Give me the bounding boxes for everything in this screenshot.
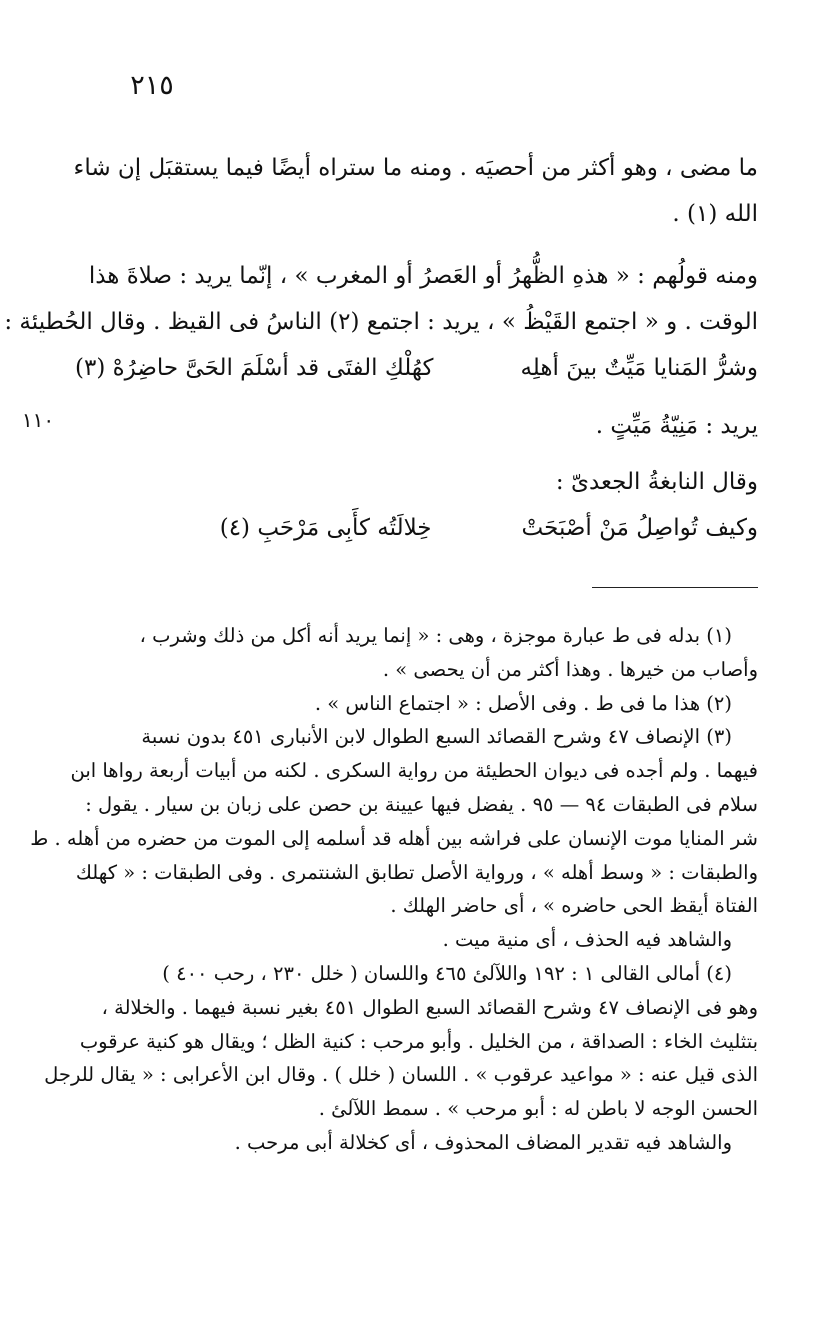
body-line: ما مضى ، وهو أكثر من أحصيَه . ومنه ما ستراه أيضًا فيما يستقبَل إن شاء <box>73 155 758 181</box>
verse-second-hemistich: كهُلْكِ الفتَى قد أسْلَمَ الحَىَّ حاضِرُهْ (٣) <box>75 355 434 381</box>
footnote-line: والشاهد فيه الحذف ، أى منية ميت . <box>442 928 732 952</box>
body-line: ومنه قولُهم : « هذهِ الظُّهرُ أو العَصرُ أو المغرب » ، إنّما يريد : صلاةَ هذا <box>88 263 758 289</box>
footnote-line: بتثليث الخاء : الصداقة ، من الخليل . وأبو مرحب : كنية الظل ؛ ويقال هو كنية عرقوب <box>79 1029 758 1053</box>
margin-page-reference: ١١٠ <box>21 408 55 432</box>
footnote-line: شر المنايا موت الإنسان على فراشه بين أهله قد أسلمه إلى الموت من حضره من أهله . ط <box>30 826 758 850</box>
verse-line-1 <box>75 345 758 391</box>
body-line: يريد : مَنِيّةُ مَيِّتٍ . <box>595 413 758 439</box>
body-line: وقال النابغةُ الجعدىّ : <box>555 469 758 495</box>
footnote-line: (٢) هذا ما فى ط . وفى الأصل : « اجتماع الناس » . <box>314 691 732 715</box>
footnote-line: والشاهد فيه تقدير المضاف المحذوف ، أى كخلالة أبى مرحب . <box>234 1130 732 1154</box>
footnote-line: وهو فى الإنصاف ٤٧ وشرح القصائد السبع الطوال ٤٥١ بغير نسبة فيهما . والخلالة ، <box>101 995 758 1019</box>
page-number: ٢١٥ <box>130 70 174 101</box>
footnote-line: (٤) أمالى القالى ١ : ١٩٢ واللآلئ ٤٦٥ واللسان ( خلل ٢٣٠ ، رحب ٤٠٠ ) <box>162 961 732 985</box>
footnote-line: الفتاة أيقظ الحى حاضره » ، أى حاضر الهلك . <box>390 894 758 918</box>
body-line: الوقت . و « اجتمع القَيْظُ » ، يريد : اجتمع (٢) الناسُ فى القيظ . وقال الحُطيئة : <box>4 309 758 335</box>
body-line: الله (١) . <box>672 201 758 227</box>
footnotes <box>30 619 758 1160</box>
footnote-line: والطبقات : « وسط أهله » ، ورواية الأصل تطابق الشنتمرى . وفى الطبقات : « كهلك <box>75 860 758 884</box>
verse-line-2 <box>75 505 758 551</box>
footnote-line: الحسن الوجه لا باطن له : أبو مرحب » . سمط اللآلئ . <box>318 1097 758 1121</box>
footnote-line: فيهما . ولم أجده فى ديوان الحطيئة من رواية السكرى . لكنه من أبيات أربعة رواها ابن <box>70 759 758 783</box>
footnote-line: وأصاب من خيرها . وهذا أكثر من أن يحصى » . <box>382 657 758 681</box>
verse-first-hemistich: وشرُّ المَنايا مَيِّتٌ بينَ أهلِه <box>520 355 758 381</box>
footnote-line: (٣) الإنصاف ٤٧ وشرح القصائد السبع الطوال لابن الأنبارى ٤٥١ بدون نسبة <box>141 725 732 749</box>
verse-first-hemistich: وكيف تُواصِلُ مَنْ أصْبَحَتْ <box>521 515 758 541</box>
verse-second-hemistich: خِلالَتُه كأَبِى مَرْحَبِ (٤) <box>219 515 432 541</box>
footnote-separator <box>592 587 758 588</box>
footnote-line: (١) بدله فى ط عبارة موجزة ، وهى : « إنما يريد أنه أكل من ذلك وشرب ، <box>139 624 732 647</box>
footnote-line: سلام فى الطبقات ٩٤ — ٩٥ . يفضل فيها عيينة بن حصن على زبان بن سيار . يقول : <box>85 792 758 816</box>
footnote-line: الذى قيل عنه : « مواعيد عرقوب » . اللسان ( خلل ) . وقال ابن الأعرابى : « يقال للرجل <box>44 1063 758 1087</box>
paragraph-gap <box>75 237 758 253</box>
